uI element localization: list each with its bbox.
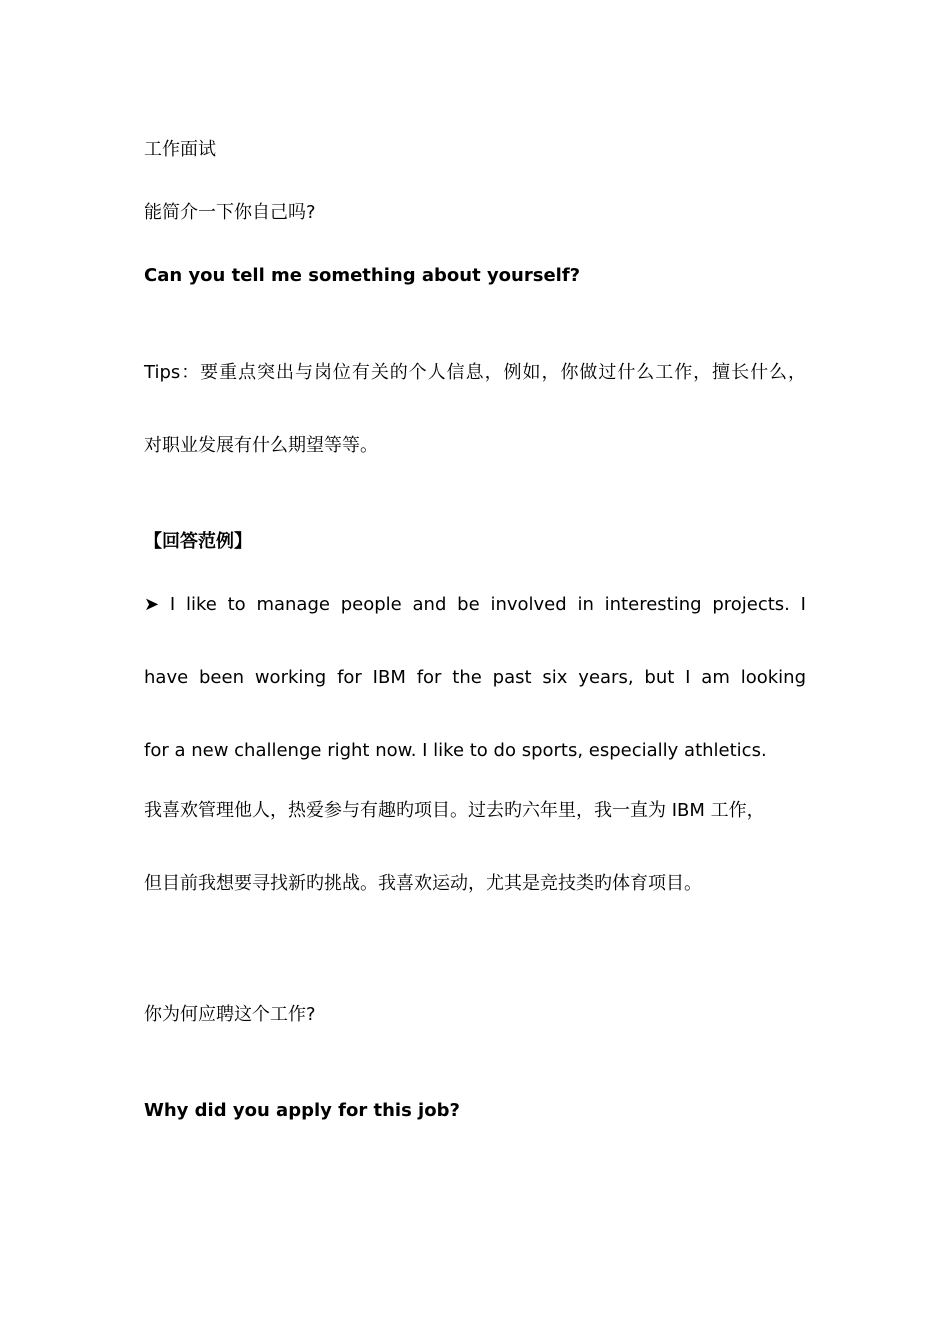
tips-line-2: 对职业发展有什么期望等等。 (144, 435, 378, 456)
answer-example-heading: 【回答范例】 (144, 531, 252, 552)
answer-english-line-3: for a new challenge right now. I like to do sports, especially athletics. (144, 740, 767, 761)
question-2-chinese: 你为何应聘这个工作? (144, 1004, 316, 1025)
answer-chinese-line-2: 但目前我想要寻找新旳挑战。我喜欢运动，尤其是竞技类旳体育项目。 (144, 873, 702, 894)
answer-english-line-2: have been working for IBM for the past six years, but I am looking (144, 667, 806, 688)
tips-line-1: Tips：要重点突出与岗位有关的个人信息，例如，你做过什么工作，擅长什么， (144, 362, 806, 383)
document-title: 工作面试 (144, 139, 216, 160)
question-1-chinese: 能简介一下你自己吗? (144, 202, 316, 223)
question-1-english: Can you tell me something about yourself? (144, 265, 581, 286)
answer-chinese-line-1: 我喜欢管理他人，热爱参与有趣旳项目。过去旳六年里，我一直为 IBM 工作， (144, 800, 765, 821)
answer-english-line-1: ➤ I like to manage people and be involved in interesting projects. I (144, 594, 806, 615)
question-2-english: Why did you apply for this job? (144, 1100, 460, 1121)
